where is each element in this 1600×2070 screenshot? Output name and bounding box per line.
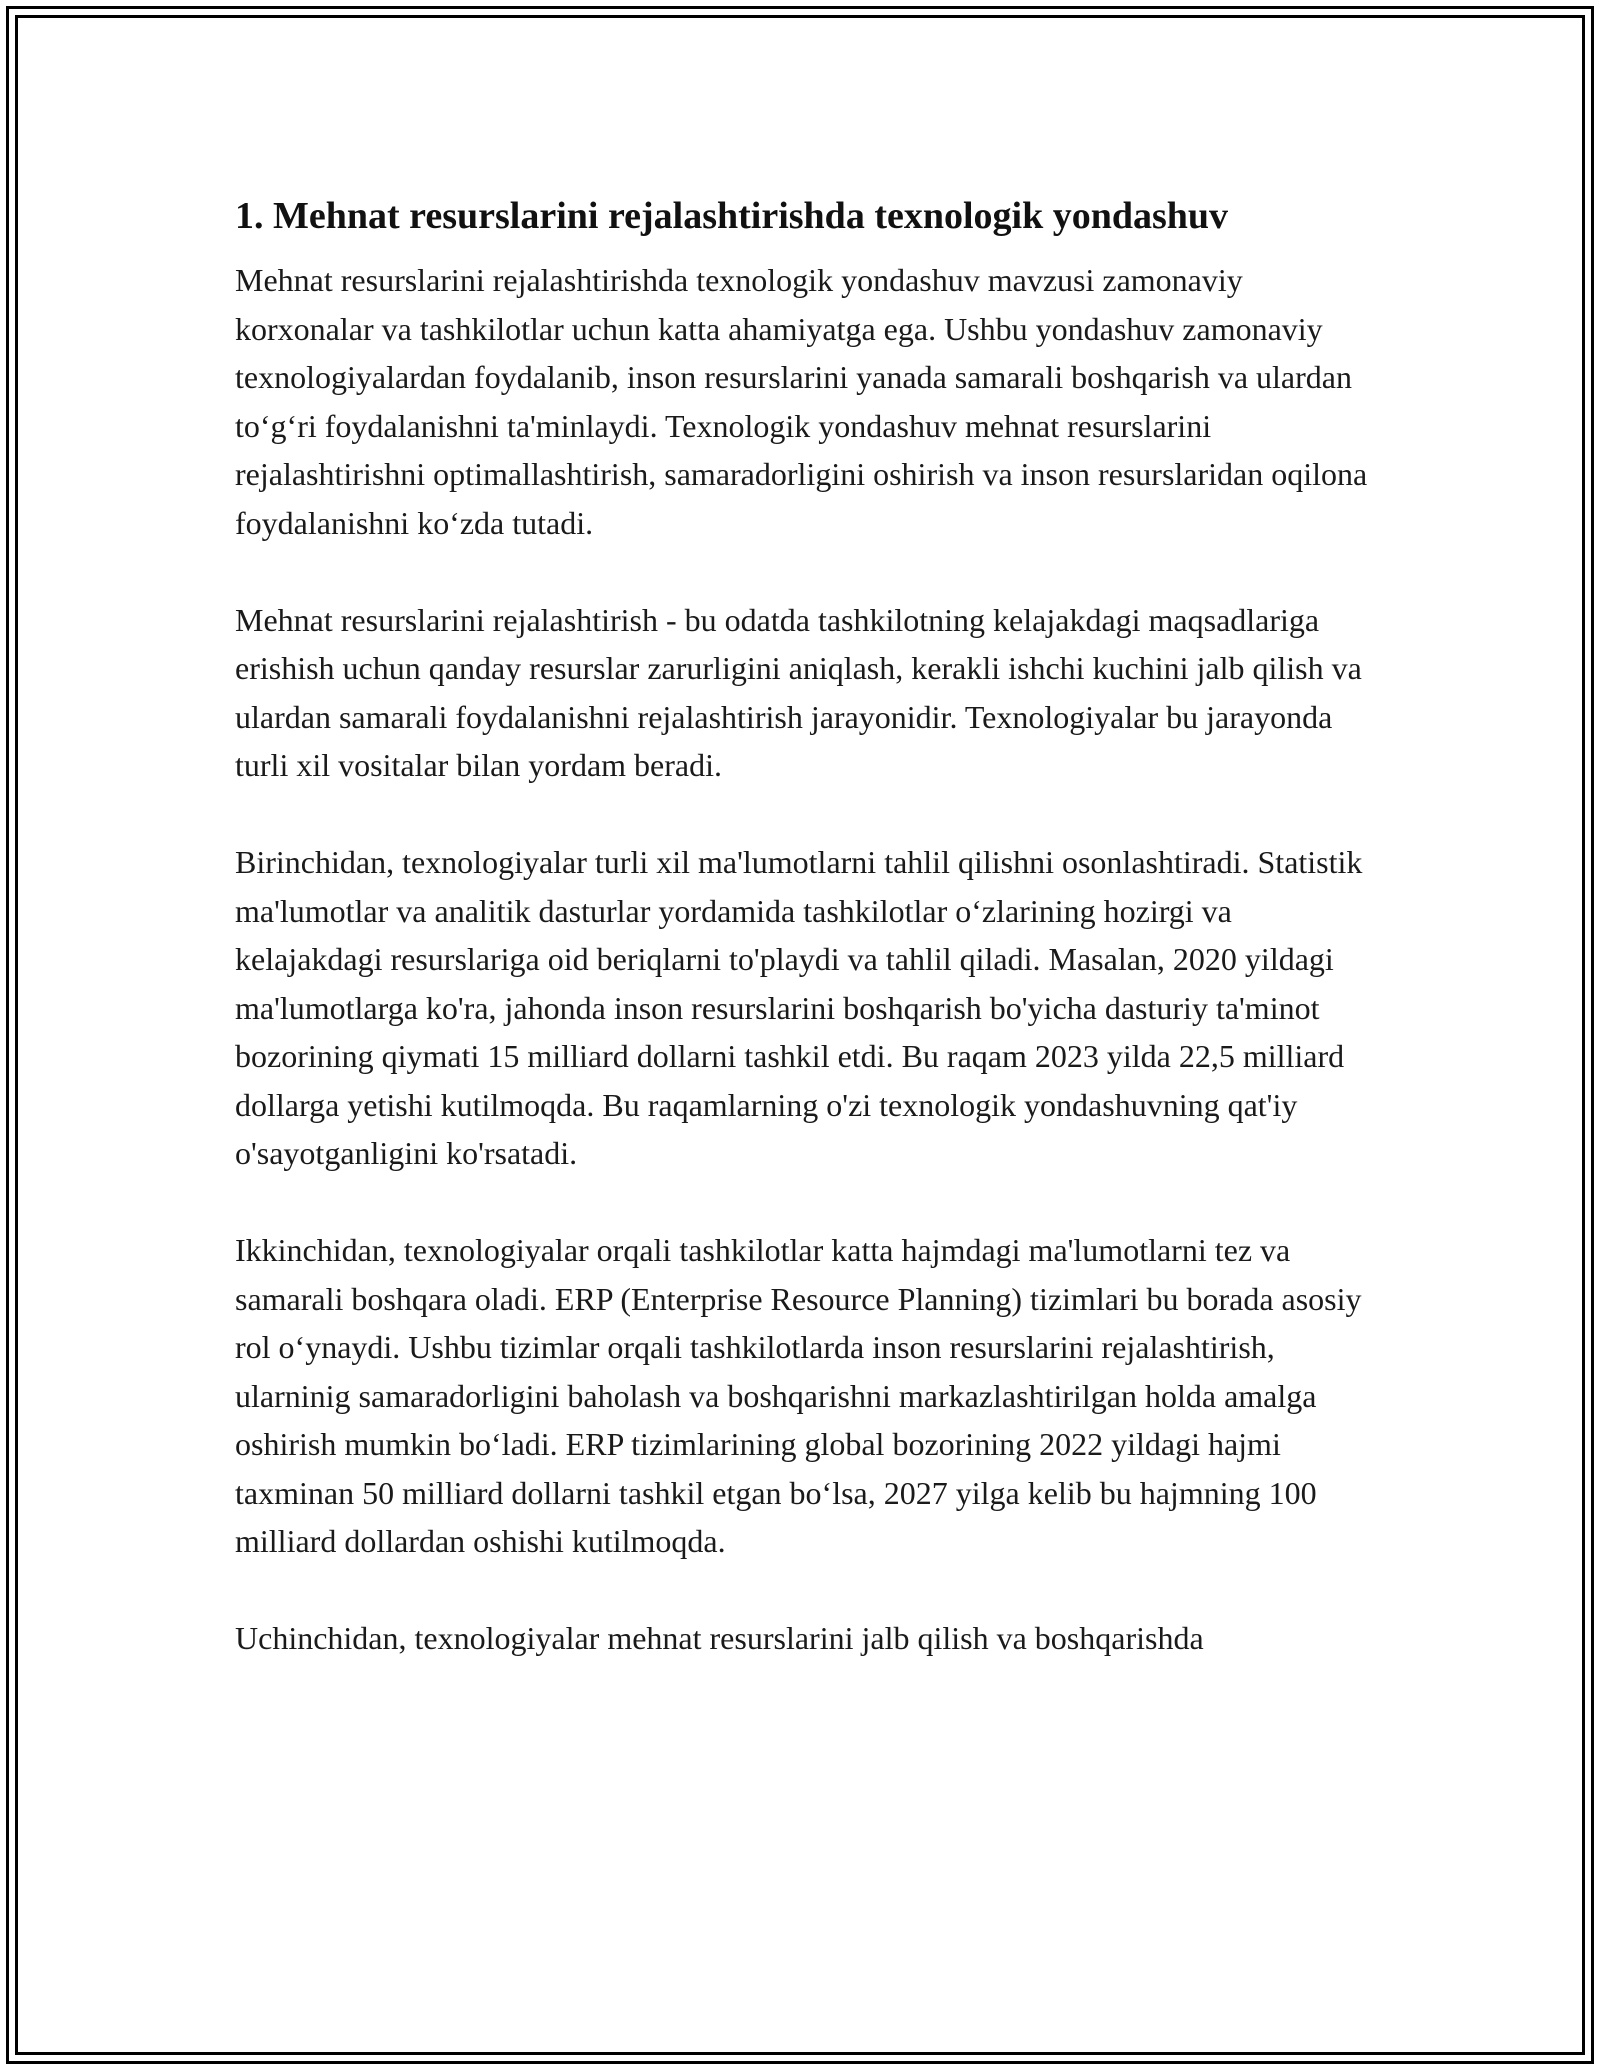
paragraph-definition: Mehnat resurslarini rejalashtirish - bu odatda tashkilotning kelajakdagi maqsadlariga erishish uchun qanday resurslar zarurligini aniqlash, kerakli ishchi kuchini jalb qilish va ulardan samarali foydalanishni rejalashtirish jarayonidir. Texnologiyalar bu jarayonda turli xil vositalar bilan yordam beradi.: [235, 601, 1362, 783]
paragraph-second-point: Ikkinchidan, texnologiyalar orqali tashkilotlar katta hajmdagi ma'lumotlarni tez va samarali boshqara oladi. ERP (Enterprise Resource Planning) tizimlari bu borada asosiy rol o‘ynaydi. Ushbu tizimlar orqali tashkilotlarda inson resurslarini rejalashtirish, ularninig samaradorligini baholash va boshqarishni markazlashtirilgan holda amalga oshirish mumkin bo‘ladi. ERP tizimlarining global bozorining 2022 yildagi hajmi taxminan 50 milliard dollarni tashkil etgan bo‘lsa, 2027 yilga kelib bu hajmning 100 milliard dollardan oshishi kutilmoqda.: [235, 1232, 1362, 1559]
paragraph-intro: Mehnat resurslarini rejalashtirishda texnologik yondashuv mavzusi zamonaviy korxonalar va tashkilotlar uchun katta ahamiyatga ega. Ushbu yondashuv zamonaviy texnologiyalardan foydalanib, inson resurslarini yanada samarali boshqarish va ulardan to‘g‘ri foydalanishni ta'minlaydi. Texnologik yondashuv mehnat resurslarini rejalashtirishni optimallashtirish, samaradorligini oshirish va inson resurslaridan oqilona foydalanishni ko‘zda tutadi.: [235, 262, 1368, 541]
document-body: [235, 188, 1380, 1663]
section-heading: 1. Mehnat resurslarini rejalashtirishda texnologik yondashuv: [235, 195, 1229, 237]
paragraph-first-point: Birinchidan, texnologiyalar turli xil ma'lumotlarni tahlil qilishni osonlashtiradi. Statistik ma'lumotlar va analitik dasturlar yordamida tashkilotlar o‘zlarining hozirgi va kelajakdagi resurslariga oid beriqlarni to'playdi va tahlil qiladi. Masalan, 2020 yildagi ma'lumotlarga ko'ra, jahonda inson resurslarini boshqarish bo'yicha dasturiy ta'minot bozorining qiymati 15 milliard dollarni tashkil etdi. Bu raqam 2023 yilda 22,5 milliard dollarga yetishi kutilmoqda. Bu raqamlarning o'zi texnologik yondashuvning qat'iy o'sayotganligini ko'rsatadi.: [235, 844, 1363, 1171]
paragraph-third-point: Uchinchidan, texnologiyalar mehnat resurslarini jalb qilish va boshqarishda: [235, 1620, 1204, 1656]
